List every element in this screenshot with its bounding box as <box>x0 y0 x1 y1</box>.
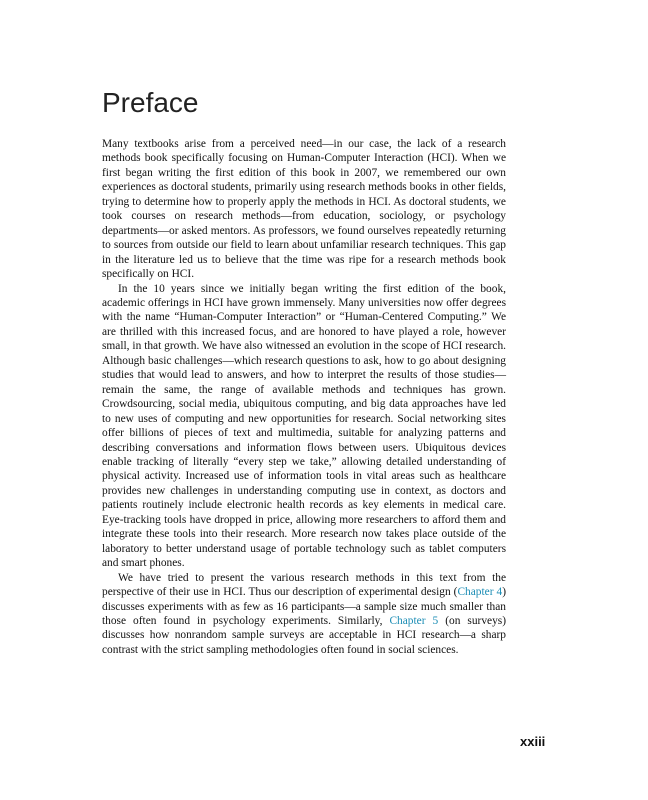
paragraph-2: In the 10 years since we initially began writing the first edition of the book, academic offerings in HCI have grown immensely. Many universities now offer degrees with the name “Human-Computer Interaction” or “Human-Centered Computing.” We are thrilled with this increased focus, and are honored to have played a role, however small, in that growth. We have also witnessed an evolution in the scope of HCI research. Although basic challenges—which research questions to ask, how to go about designing studies that would lead to answers, and how to interpret the results of those studies—remain the same, the range of available methods and techniques has grown. Crowdsourcing, social media, ubiquitous computing, and big data approaches have led to new uses of computing and new opportunities for research. Social networking sites offer billions of pieces of text and multimedia, suitable for analyzing patterns and describing conversations and information flows between users. Ubiquitous devices enable tracking of literally “every step we take,” allowing detailed understanding of physical activity. Increased use of information tools in vital areas such as healthcare provides new challenges in understanding computing use in context, as doctors and patients routinely include electronic health records as key elements in medical care. Eye-tracking tools have dropped in price, allowing more researchers to afford them and integrate these tools into their research. More research now takes place outside of the laboratory to better understand usage of portable technology such as tablet computers and smart phones. <box>102 282 506 570</box>
preface-body <box>102 137 506 657</box>
paragraph-3-text-c: (on surveys) discusses how nonrandom sample surveys are acceptable in HCI research—a sharp contrast with the strict sampling methodologies often found in social sciences. <box>102 614 507 656</box>
paragraph-3 <box>102 571 506 658</box>
page-number: xxiii <box>520 734 546 749</box>
chapter-4-link[interactable]: Chapter 4 <box>457 586 503 599</box>
paragraph-3-text-a: We have tried to present the various research methods in this text from the perspective of their use in HCI. Thus our description of experimental design ( <box>102 571 506 599</box>
chapter-5-link[interactable]: Chapter 5 <box>389 614 439 627</box>
paragraph-3-text-b: ) discusses experiments with as few as 16 participants—a sample size much smaller than those often found in psychology experiments. Similarly, <box>102 586 506 627</box>
page-title: Preface <box>102 86 199 118</box>
paragraph-1: Many textbooks arise from a perceived need—in our case, the lack of a research methods book specifically focusing on Human-Computer Interaction (HCI). When we first began writing the first edition of this book in 2007, we remembered our own experiences as doctoral students, primarily using research methods books in other fields, trying to determine how to properly apply the methods in HCI. As doctoral students, we took courses on research methods—from education, sociology, or psychology departments—or asked mentors. As professors, we found ourselves repeatedly returning to sources from outside our field to learn about unfamiliar research techniques. This gap in the literature led us to believe that the time was ripe for a research methods book specifically on HCI. <box>102 138 506 281</box>
